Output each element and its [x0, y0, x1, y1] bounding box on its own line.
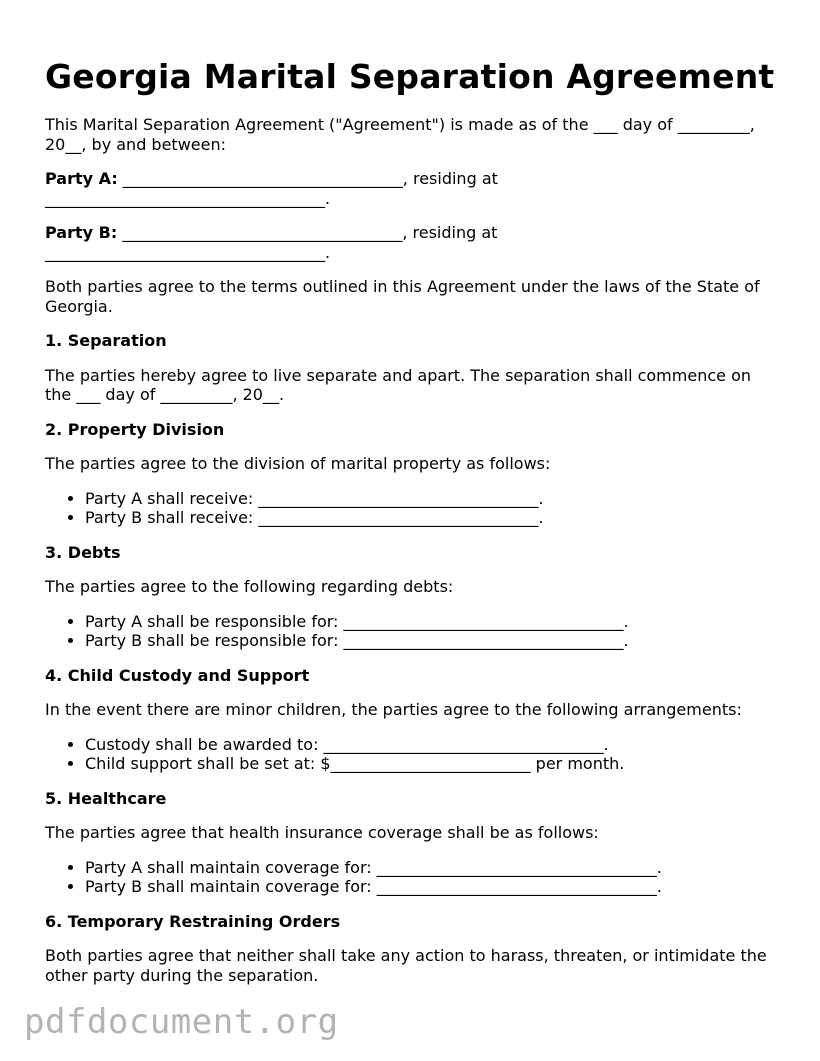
- document-page: [45, 56, 780, 1000]
- list-item: • Party B shall be responsible for: ___________________________________.: [85, 631, 780, 651]
- party-a-text: ___________________________________, residing at ___________________________________.: [45, 169, 498, 208]
- party-a-line: [45, 169, 780, 208]
- list-item: • Party A shall maintain coverage for: ___________________________________.: [85, 858, 780, 878]
- list-item: • Party B shall maintain coverage for: ___________________________________.: [85, 877, 780, 897]
- section-4-body: In the event there are minor children, the parties agree to the following arrangements:: [45, 700, 742, 719]
- party-b-label: Party B:: [45, 223, 118, 242]
- document-title: Georgia Marital Separation Agreement: [45, 57, 775, 96]
- party-b-line: [45, 223, 780, 262]
- list-item: • Party B shall receive: ___________________________________.: [85, 508, 780, 528]
- list-item: • Custody shall be awarded to: ___________________________________.: [85, 735, 780, 755]
- section-5-list: [45, 858, 780, 897]
- section-3-body: The parties agree to the following regarding debts:: [45, 577, 454, 596]
- section-4-list: [45, 735, 780, 774]
- section-5-heading: 5. Healthcare: [45, 788, 167, 808]
- list-item: • Child support shall be set at: $_________________________ per month.: [85, 754, 780, 774]
- section-6-heading: 6. Temporary Restraining Orders: [45, 911, 341, 931]
- section-1-heading: 1. Separation: [45, 331, 167, 350]
- section-3-list: [45, 612, 780, 651]
- section-3-heading: 3. Debts: [45, 542, 121, 562]
- party-b-text: ___________________________________, residing at ___________________________________.: [45, 223, 498, 262]
- section-2-list: [45, 489, 780, 528]
- section-5-body: The parties agree that health insurance coverage shall be as follows:: [45, 823, 599, 842]
- list-item: • Party A shall receive: ___________________________________.: [85, 489, 780, 509]
- section-6-body: Both parties agree that neither shall take any action to harass, threaten, or intimidate the other party during the separation.: [45, 946, 767, 985]
- section-4-heading: 4. Child Custody and Support: [45, 665, 310, 685]
- section-2-body: The parties agree to the division of marital property as follows:: [45, 454, 551, 473]
- party-a-label: Party A:: [45, 169, 118, 188]
- intro-paragraph: This Marital Separation Agreement ("Agreement") is made as of the ___ day of _________, 20__, by and between:: [45, 115, 755, 154]
- list-item: • Party A shall be responsible for: ___________________________________.: [85, 612, 780, 632]
- section-1-body: The parties hereby agree to live separate and apart. The separation shall commence on the ___ day of _________, 20__.: [45, 365, 751, 404]
- section-2-heading: 2. Property Division: [45, 419, 225, 439]
- agreement-statement: Both parties agree to the terms outlined in this Agreement under the laws of the State of Georgia.: [45, 277, 760, 316]
- watermark: pdfdocument.org: [24, 1002, 339, 1042]
